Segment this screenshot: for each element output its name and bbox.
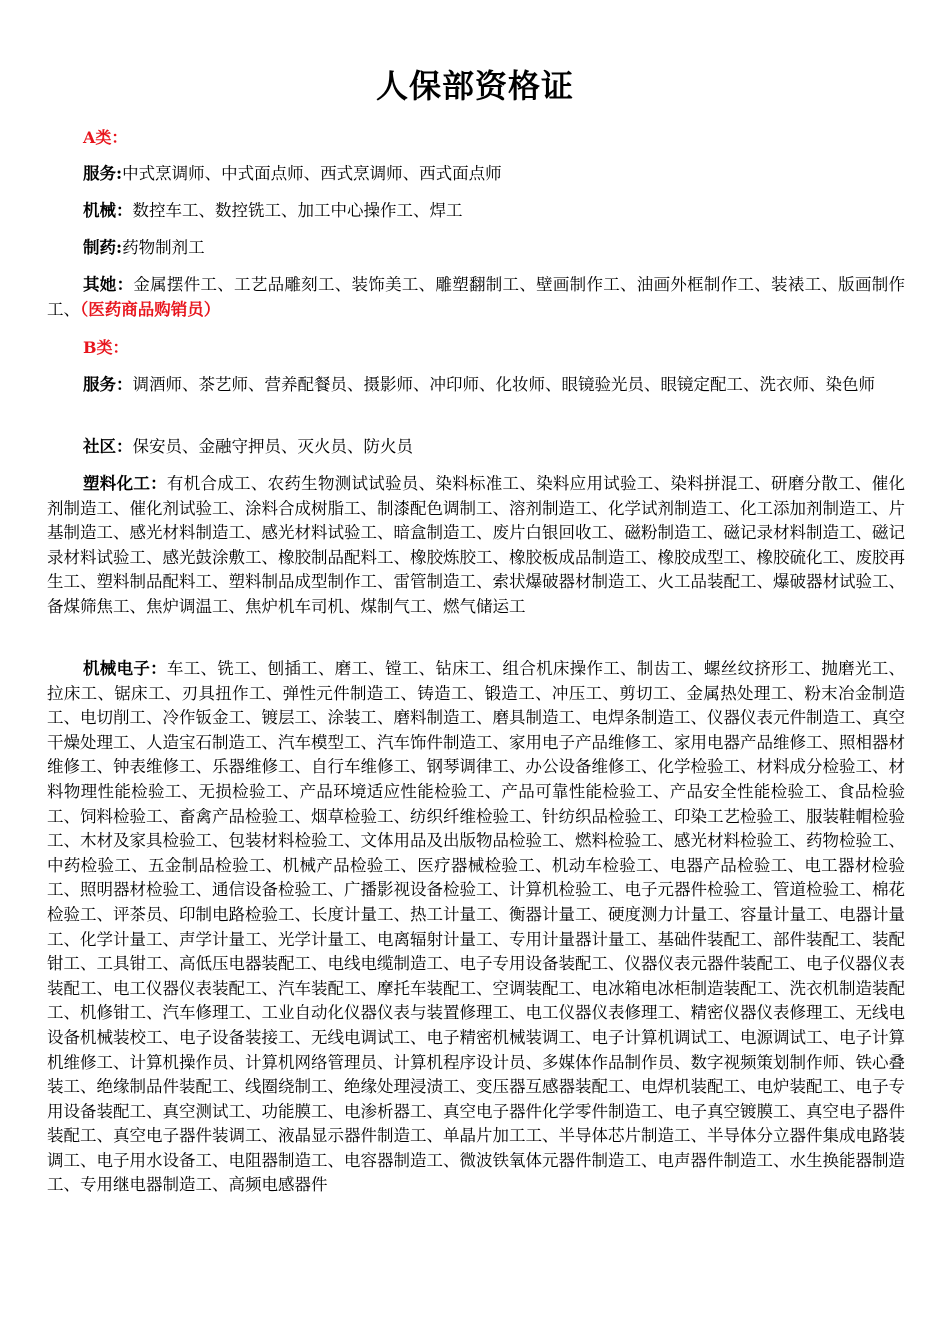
a-other-paragraph [47, 273, 905, 322]
b-community-text: 保安员、金融守押员、灭火员、防火员 [132, 437, 413, 456]
category-b-heading: B类： [83, 338, 129, 357]
b-electronics-text: 车工、铣工、刨插工、磨工、镗工、钻床工、组合机床操作工、制齿工、螺丝纹挤形工、抛磨光工、拉床工、锯床工、刃具扭作工、弹性元件制造工、铸造工、锻造工、冲压工、剪切工、金属热处理工、粉末冶金制造工、电切削工、冷作钣金工、镀层工、涂装工、磨料制造工、磨具制造工、电焊条制造工、仪器仪表元件制造工、真空干燥处理工、人造宝石制造工、汽车模型工、汽车饰件制造工、家用电子产品维修工、家用电器产品维修工、照相器材维修工、钟表维修工、乐器维修工、自行车维修工、钢琴调律工、办公设备维修工、化学检验工、材料成分检验工、材料物理性能检验工、无损检验工、产品环境适应性能检验工、产品可靠性能检验工、产品安全性能检验工、食品检验工、饲料检验工、畜禽产品检验工、烟草检验工、纺织纤维检验工、针纺织品检验工、印染工艺检验工、服装鞋帽检验工、木材及家具检验工、包装材料检验工、文体用品及出版物品检验工、燃料检验工、感光材料检验工、药物检验工、中药检验工、五金制品检验工、机械产品检验工、医疗器械检验工、机动车检验工、电器产品检验工、电工器材检验工、照明器材检验工、通信设备检验工、广播影视设备检验工、计算机检验工、电子元器件检验工、管道检验工、棉花检验工、评茶员、印制电路检验工、长度计量工、热工计量工、衡器计量工、硬度测力计量工、容量计量工、电器计量工、化学计量工、声学计量工、光学计量工、电离辐射计量工、专用计量器计量工、基础件装配工、部件装配工、装配钳工、工具钳工、高低压电器装配工、电线电缆制造工、电子专用设备装配工、仪器仪表元器件装配工、电子仪器仪表装配工、电工仪器仪表装配工、汽车装配工、摩托车装配工、空调装配工、电冰箱电冰柜制造装配工、洗衣机制造装配工、机修钳工、汽车修理工、工业自动化仪器仪表与装置修理工、电工仪器仪表修理工、精密仪器仪表修理工、无线电设备机械装校工、电子设备装接工、无线电调试工、电子精密机械装调工、电子计算机调试工、电源调试工、电子计算机维修工、计算机操作员、计算机网络管理员、计算机程序设计员、多媒体作品制作员、数字视频策划制作师、铁心叠装工、绝缘制品件装配工、线圈绕制工、绝缘处理浸渍工、变压器互感器装配工、电焊机装配工、电炉装配工、电子专用设备装配工、真空测试工、功能膜工、电渗析器工、真空电子器件化学零件制造工、电子真空镀膜工、真空电子器件装配工、真空电子器件装调工、液晶显示器件制造工、单晶片加工工、半导体芯片制造工、半导体分立器件集成电路装调工、电子用水设备工、电阻器制造工、电容器制造工、微波铁氧体元器件制造工、电声器件制造工、水生换能器制造工、专用继电器制造工、高频电感器件 [47, 659, 905, 1195]
b-plastics-label: 塑料化工： [83, 474, 167, 493]
b-plastics-paragraph [47, 472, 905, 620]
a-service-paragraph [47, 162, 905, 187]
a-pharma-paragraph [47, 236, 905, 261]
b-electronics-paragraph [47, 657, 905, 1198]
a-service-text: 中式烹调师、中式面点师、西式烹调师、西式面点师 [122, 164, 502, 183]
category-a-heading: A类： [83, 128, 128, 147]
b-community-paragraph [47, 435, 905, 460]
b-service-label: 服务： [83, 375, 133, 394]
a-pharma-text: 药物制剂工 [122, 238, 205, 257]
a-machinery-text: 数控车工、数控铣工、加工中心操作工、焊工 [132, 201, 463, 220]
a-service-label: 服务: [83, 164, 123, 183]
b-community-label: 社区： [83, 437, 133, 456]
page-title: 人保部资格证 [375, 67, 574, 105]
a-machinery-paragraph [47, 199, 905, 224]
a-machinery-label: 机械： [83, 201, 133, 220]
b-service-text: 调酒师、茶艺师、营养配餐员、摄影师、冲印师、化妆师、眼镜验光员、眼镜定配工、洗衣师、染色师 [132, 375, 875, 394]
a-other-label: 其她： [83, 275, 134, 294]
a-pharma-label: 制药: [83, 238, 123, 257]
a-other-text: 金属摆件工、工艺品雕刻工、装饰美工、雕塑翻制工、壁画制作工、油画外框制作工、装裱工、版画制作工、 [47, 275, 905, 319]
b-plastics-text: 有机合成工、农药生物测试试验员、染料标准工、染料应用试验工、染料拼混工、研磨分散工、催化剂制造工、催化剂试验工、涂料合成树脂工、制漆配色调制工、溶剂制造工、化学试剂制造工、化工添加剂制造工、片基制造工、感光材料制造工、感光材料试验工、暗盒制造工、废片白银回收工、磁粉制造工、磁记录材料制造工、磁记录材料试验工、感光鼓涂敷工、橡胶制品配料工、橡胶炼胶工、橡胶板成品制造工、橡胶成型工、橡胶硫化工、废胶再生工、塑料制品配料工、塑料制品成型制作工、雷管制造工、索状爆破器材制造工、火工品装配工、爆破器材试验工、备煤筛焦工、焦炉调温工、焦炉机车司机、煤制气工、燃气储运工 [47, 474, 905, 616]
b-electronics-label: 机械电子： [83, 659, 167, 678]
a-other-highlight: （医药商品购销员） [80, 299, 221, 319]
b-service-paragraph [47, 373, 905, 398]
